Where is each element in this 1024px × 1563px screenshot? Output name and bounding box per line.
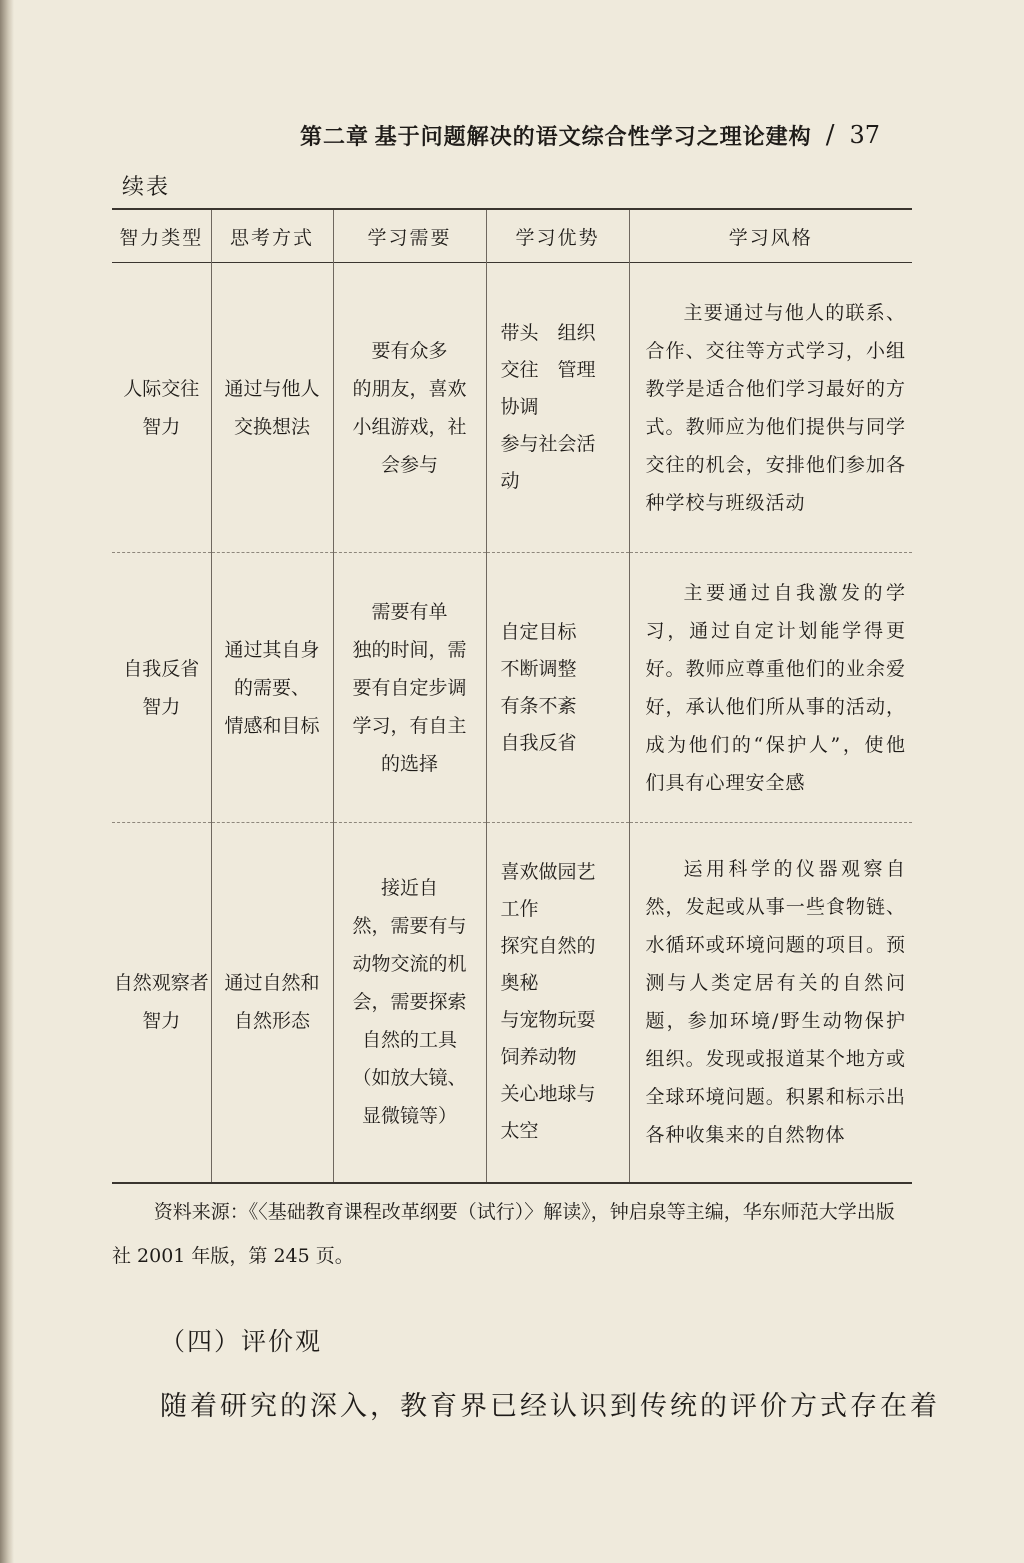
header-separator: / [825, 120, 836, 150]
cell-thinking: 通过与他人 交换想法 [211, 263, 333, 553]
cell-style: 主要通过自我激发的学习，通过自定计划能学得更好。教师应尊重他们的业余爱好，承认他们所从事的活动，成为他们的“保护人”，使他们具有心理安全感 [629, 553, 912, 823]
cell-needs: 接近自 然，需要有与 动物交流的机 会，需要探索 自然的工具 （如放大镜、 显微镜等） [333, 823, 486, 1183]
table-row [112, 553, 912, 823]
cell-style: 运用科学的仪器观察自然，发起或从事一些食物链、水循环或环境问题的项目。预测与人类定居有关的自然问题，参加环境/野生动物保护组织。发现或报道某个地方或全球环境问题。积累和标示出各种收集来的自然物体 [629, 823, 912, 1183]
cell-type: 人际交往 智力 [112, 263, 211, 553]
cell-strengths: 喜欢做园艺 工作 探究自然的 奥秘 与宠物玩耍 饲养动物 关心地球与 太空 [486, 823, 629, 1183]
page-number: 37 [849, 121, 880, 149]
body-paragraph: 随着研究的深入，教育界已经认识到传统的评价方式存在着 [160, 1391, 940, 1422]
cell-thinking: 通过其自身 的需要、 情感和目标 [211, 553, 333, 823]
cell-type: 自我反省 智力 [112, 553, 211, 823]
col-header-style: 学习风格 [629, 209, 912, 263]
cell-strengths: 自定目标 不断调整 有条不紊 自我反省 [486, 553, 629, 823]
running-header [300, 118, 880, 152]
cell-thinking: 通过自然和 自然形态 [211, 823, 333, 1183]
table-row [112, 823, 912, 1183]
chapter-title: 基于问题解决的语文综合性学习之理论建构 [374, 123, 812, 150]
cell-type: 自然观察者 智力 [112, 823, 211, 1183]
col-header-thinking: 思考方式 [211, 209, 333, 263]
intelligence-table [112, 208, 912, 1184]
table-continued-label: 续表 [122, 175, 171, 200]
table-source-note: 资料来源：《〈基础教育课程改革纲要（试行）〉解读》，钟启泉等主编，华东师范大学出版社 2001 年版，第 245 页。 [112, 1201, 895, 1267]
cell-strengths: 带头 组织 交往 管理 协调 参与社会活 动 [486, 263, 629, 553]
col-header-needs: 学习需要 [333, 209, 486, 263]
cell-style: 主要通过与他人的联系、合作、交往等方式学习，小组教学是适合他们学习最好的方式。教师应为他们提供与同学交往的机会，安排他们参加各种学校与班级活动 [629, 263, 912, 553]
cell-needs: 要有众多 的朋友，喜欢 小组游戏，社 会参与 [333, 263, 486, 553]
chapter-label: 第二章 [300, 123, 370, 150]
book-spine-shadow [0, 0, 14, 1563]
intelligence-table-wrapper [112, 208, 912, 1184]
cell-needs: 需要有单 独的时间，需 要有自定步调 学习，有自主 的选择 [333, 553, 486, 823]
table-row [112, 263, 912, 553]
col-header-type: 智力类型 [112, 209, 211, 263]
col-header-strengths: 学习优势 [486, 209, 629, 263]
table-header-row [112, 209, 912, 263]
section-heading: （四）评价观 [160, 1327, 323, 1356]
